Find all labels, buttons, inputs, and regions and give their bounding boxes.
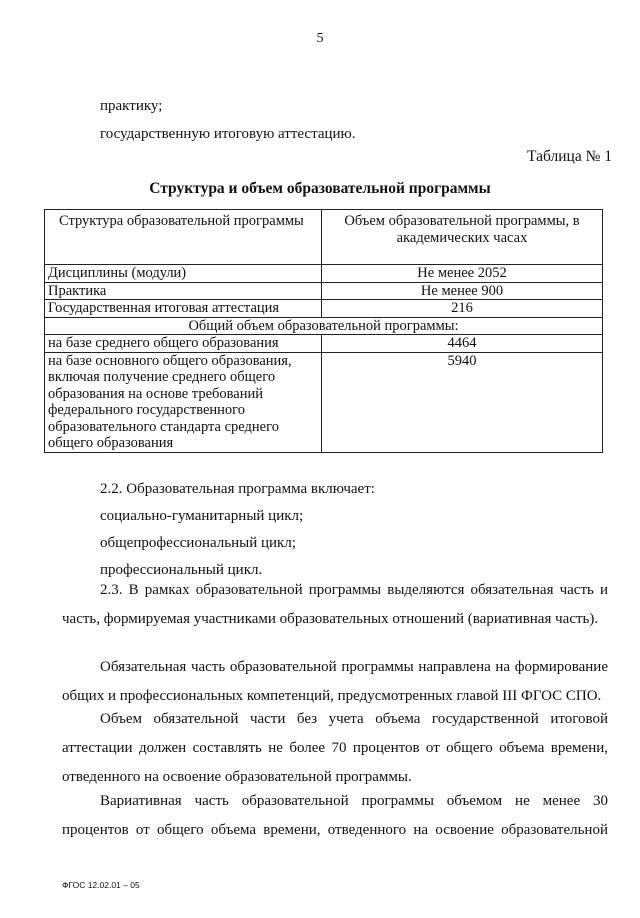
table-total-row <box>45 317 603 335</box>
table-header-structure: Структура образовательной программы <box>45 210 322 265</box>
table-row <box>45 352 603 452</box>
table-row <box>45 265 603 283</box>
table-row <box>45 282 603 300</box>
row-value-secondary-basis: 4464 <box>322 335 603 353</box>
cycle-item-social: социально-гуманитарный цикл; <box>100 508 304 524</box>
row-name-attestation: Государственная итоговая аттестация <box>45 300 322 318</box>
table-header-row <box>45 210 603 265</box>
list-item-practice: практику; <box>100 98 163 114</box>
total-volume-label: Общий объем образовательной программы: <box>45 317 603 335</box>
row-name-secondary-basis: на базе среднего общего образования <box>45 335 322 353</box>
table-label: Таблица № 1 <box>527 148 612 165</box>
row-name-basic-basis: на базе основного общего образования, включая получение среднего общего образования на основе требований федерального государственного образовательного стандарта среднего общего образования <box>45 352 322 452</box>
row-value-disciplines: Не менее 2052 <box>322 265 603 283</box>
row-value-basic-basis: 5940 <box>322 352 603 452</box>
cycle-item-general-professional: общепрофессиональный цикл; <box>100 535 296 551</box>
table-row <box>45 335 603 353</box>
section-2-2-intro: 2.2. Образовательная программа включает: <box>100 481 375 497</box>
table-row <box>45 300 603 318</box>
row-name-disciplines: Дисциплины (модули) <box>45 265 322 283</box>
row-value-practice: Не менее 900 <box>322 282 603 300</box>
list-item-final-attestation: государственную итоговую аттестацию. <box>100 126 356 142</box>
row-value-attestation: 216 <box>322 300 603 318</box>
structure-table <box>44 209 603 453</box>
document-footer-code: ФГОС 12.02.01 – 05 <box>62 880 140 890</box>
paragraph-2-3: 2.3. В рамках образовательной программы выделяются обязательная часть и часть, формируемая участниками образовательных отношений (вариативная часть). <box>62 582 608 627</box>
cycle-item-professional: профессиональный цикл. <box>100 562 263 578</box>
paragraph-variable-part: Вариативная часть образовательной программы объемом не менее 30 процентов от общего объема времени, отведенного на освоение образовательной <box>62 793 608 838</box>
paragraph-mandatory-part: Обязательная часть образовательной программы направлена на формирование общих и профессиональных компетенций, предусмотренных главой III ФГОС СПО. <box>62 659 608 704</box>
row-name-practice: Практика <box>45 282 322 300</box>
table-title: Структура и объем образовательной программы <box>149 180 491 197</box>
page-number: 5 <box>316 31 324 46</box>
paragraph-mandatory-volume: Объем обязательной части без учета объема государственной итоговой аттестации должен составлять не более 70 процентов от общего объема времени, отведенного на освоение образовательной программы. <box>62 711 608 785</box>
table-header-volume: Объем образовательной программы, в академических часах <box>322 210 603 265</box>
